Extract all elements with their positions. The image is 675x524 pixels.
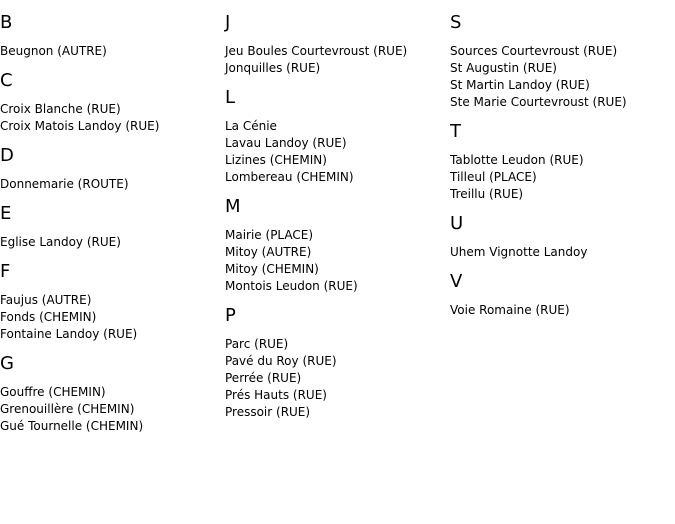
street-item: Fontaine Landoy (RUE) [0, 327, 138, 341]
letter-group [0, 262, 225, 343]
letter-heading: J [225, 12, 231, 33]
street-item: St Martin Landoy (RUE) [450, 78, 590, 92]
street-item: Uhem Vignotte Landoy [450, 245, 588, 259]
letter-heading: D [0, 145, 14, 166]
street-item: Jonquilles (RUE) [225, 61, 321, 75]
street-item: Sources Courtevroust (RUE) [450, 44, 618, 58]
street-column [225, 13, 450, 421]
street-list [225, 227, 450, 295]
street-list [0, 292, 225, 343]
letter-group [225, 197, 450, 295]
street-item: Tilleul (PLACE) [450, 170, 537, 184]
street-item: Fonds (CHEMIN) [0, 310, 97, 324]
letter-group [0, 146, 225, 193]
street-item: Montois Leudon (RUE) [225, 279, 358, 293]
letter-heading: P [225, 305, 236, 326]
letter-group [450, 13, 675, 111]
letter-heading: U [450, 213, 464, 234]
street-list [450, 302, 675, 319]
letter-heading: B [0, 12, 13, 33]
street-item: Lombereau (CHEMIN) [225, 170, 354, 184]
street-item: Jeu Boules Courtevroust (RUE) [225, 44, 408, 58]
street-column [0, 13, 225, 435]
letter-heading: M [225, 196, 241, 217]
letter-heading: C [0, 70, 13, 91]
street-list [0, 234, 225, 251]
letter-heading: V [450, 271, 463, 292]
street-item: Gouffre (CHEMIN) [0, 385, 106, 399]
letter-group [0, 13, 225, 60]
street-item: Treillu (RUE) [450, 187, 524, 201]
letter-heading: T [450, 121, 461, 142]
letter-group [0, 71, 225, 135]
letter-group [225, 13, 450, 77]
street-item: Mitoy (AUTRE) [225, 245, 312, 259]
letter-heading: F [0, 261, 11, 282]
street-item: Perrée (RUE) [225, 371, 302, 385]
street-list [0, 384, 225, 435]
street-column [450, 13, 675, 319]
letter-heading: E [0, 203, 12, 224]
street-item: Donnemarie (ROUTE) [0, 177, 129, 191]
letter-group [0, 354, 225, 435]
street-item: Ste Marie Courtevroust (RUE) [450, 95, 627, 109]
street-item: Voie Romaine (RUE) [450, 303, 570, 317]
street-item: Eglise Landoy (RUE) [0, 235, 121, 249]
street-item: St Augustin (RUE) [450, 61, 557, 75]
street-list [450, 43, 675, 111]
street-list [450, 152, 675, 203]
street-list [225, 43, 450, 77]
street-item: Mitoy (CHEMIN) [225, 262, 319, 276]
street-item: Mairie (PLACE) [225, 228, 314, 242]
street-item: Tablotte Leudon (RUE) [450, 153, 584, 167]
street-list [0, 176, 225, 193]
street-item: Pavé du Roy (RUE) [225, 354, 337, 368]
letter-heading: S [450, 12, 462, 33]
letter-heading: G [0, 353, 14, 374]
street-list [0, 101, 225, 135]
street-item: Lavau Landoy (RUE) [225, 136, 347, 150]
street-item: Croix Matois Landoy (RUE) [0, 119, 160, 133]
street-list [0, 43, 225, 60]
street-item: Grenouillère (CHEMIN) [0, 402, 135, 416]
letter-group [225, 306, 450, 421]
street-item: Prés Hauts (RUE) [225, 388, 327, 402]
street-list [450, 244, 675, 261]
street-item: Gué Tournelle (CHEMIN) [0, 419, 144, 433]
letter-group [225, 88, 450, 186]
street-item: Croix Blanche (RUE) [0, 102, 121, 116]
letter-group [450, 272, 675, 319]
letter-group [450, 122, 675, 203]
street-list [225, 118, 450, 186]
street-item: Parc (RUE) [225, 337, 289, 351]
street-list [225, 336, 450, 421]
letter-heading: L [225, 87, 236, 108]
letter-group [450, 214, 675, 261]
street-item: Lizines (CHEMIN) [225, 153, 327, 167]
letter-group [0, 204, 225, 251]
street-item: Pressoir (RUE) [225, 405, 311, 419]
street-item: Beugnon (AUTRE) [0, 44, 107, 58]
street-item: La Cénie [225, 119, 277, 133]
street-item: Faujus (AUTRE) [0, 293, 92, 307]
